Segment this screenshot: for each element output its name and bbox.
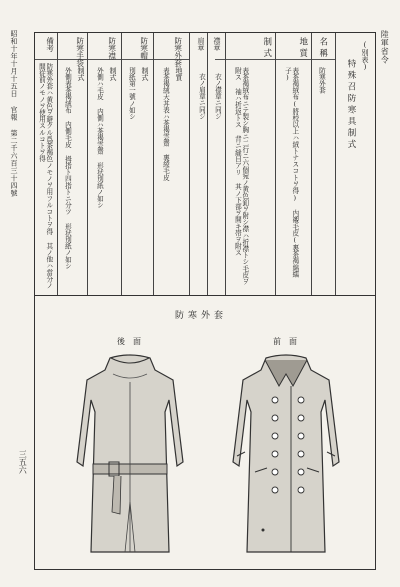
sub-body-gloves: 外側表茶褐絨布 内側毛皮 拇指ト四指トニ分ツ 形状別紙ノ如シ: [63, 67, 72, 270]
main-header-name: 名稱: [317, 37, 328, 60]
sub-name-coat: 防寒外套: [173, 37, 183, 67]
back-view-label: 後面: [117, 337, 149, 346]
main-header-collar: 襟章: [213, 37, 222, 51]
figure-title: 防寒外套: [175, 311, 228, 321]
sub-header-coat: 地質: [175, 67, 184, 81]
sub-header-cap: 制式: [141, 67, 150, 81]
sub-header-gloves: 制式: [77, 67, 86, 81]
main-pattern: 表茶褐絨布ニテ製シ胸ニ二行ニ六個宛ノ黄色釦ヲ附シ襟ハ折襟トシ毛皮ヲ附ス 袖ハ折返トス 背ニ縫目アリ 其ノ下部ヲ開キ帯ヲ附ス: [233, 67, 249, 285]
sub-body-collar: 外側ハ毛皮 内側ハ茶褐雲齋 形状別紙ノ如シ: [95, 67, 104, 209]
sub-name-collar: 防寒襟: [107, 37, 117, 60]
main-collar: 衣ノ襟章ニ同ジ: [213, 73, 222, 120]
main-item-name: 防寒外套: [317, 67, 326, 94]
gazette-page: [8, 8, 392, 579]
notes-body: 防寒外套ハ黄色ヲ避クル爲茶褐色ノモノヲ用フルコトヲ得 其ノ他ハ當分ノ間從前ノモノヲ使用スルコトヲ得: [37, 63, 53, 289]
main-material: 表茶褐絨布(將校以上ハ絨トナスコトヲ得) 内襯毛皮(裏茶褐綿繻子): [283, 67, 299, 278]
gazette-header: 昭和十年十月十五日 官報 第二千六百三十四號: [10, 30, 19, 197]
main-header-shoulder: 肩章: [197, 37, 206, 51]
gazette-section: 陸軍省令: [380, 30, 390, 64]
coat-back-illustration: [65, 352, 195, 562]
regulation-frame: [34, 32, 376, 570]
sub-body-coat: 表茶褐絨天丼表ハ茶褐雲齋 裏綾毛皮: [161, 67, 170, 181]
regulation-table: [35, 33, 375, 296]
coat-front-illustration: [221, 352, 351, 562]
page-number: 三五六: [18, 450, 28, 474]
main-shoulder: 衣ノ肩章ニ同ジ: [197, 73, 206, 120]
document-title: 特殊召防寒具制式: [346, 59, 356, 151]
sub-name-cap: 防寒帽: [139, 37, 149, 60]
coat-figure: [35, 296, 375, 569]
table-tag: (別表): [361, 41, 369, 71]
sub-name-gloves: 防寒手袋: [75, 37, 85, 67]
main-header-pattern: 制式: [261, 37, 272, 60]
front-view-label: 前面: [273, 337, 305, 346]
main-header-material: 地質: [297, 37, 308, 60]
sub-header-collar: 制式: [109, 67, 118, 81]
sub-body-cap: 別紙第一號ノ如シ: [127, 67, 136, 120]
notes-header: 備考: [45, 37, 55, 52]
